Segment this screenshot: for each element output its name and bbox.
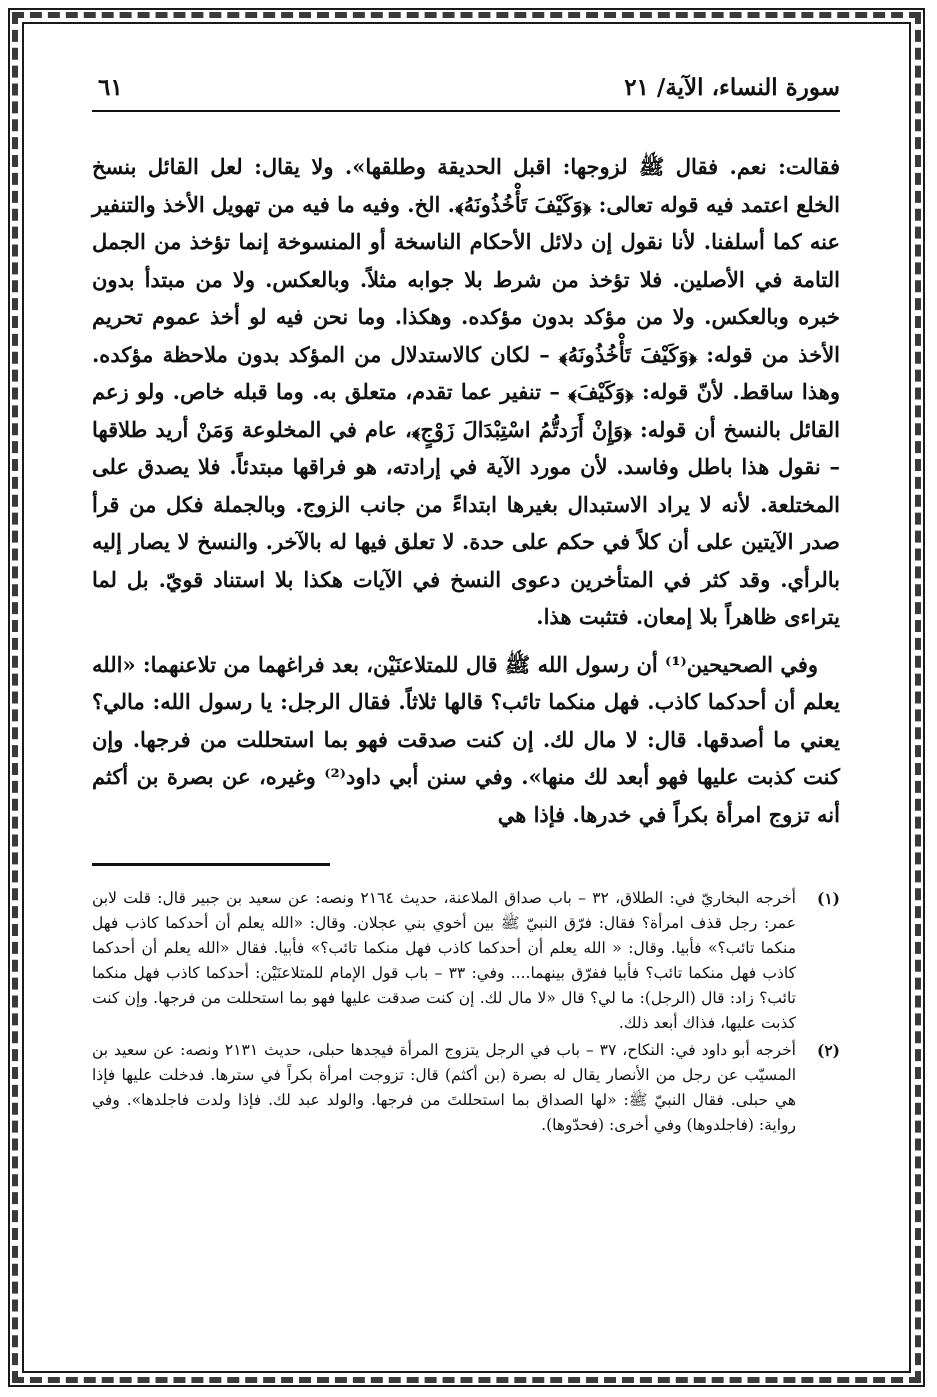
running-title: سورة النساء، الآية/ ٢١	[624, 74, 840, 101]
paragraph: فقالت: نعم. فقال ﷺ لزوجها: اقبل الحديقة وطلقها». ولا يقال: لعل القائل بنسخ الخلع اعتمد فيه قوله تعالى: ﴿وَكَيْفَ تَأْخُذُونَهُ﴾. الخ. وفيه ما فيه من تهويل الأخذ والتنفير عنه كما أسلفنا. لأنا نقول إن دلائل الأحكام الناسخة أو المنسوخة إنما تؤخذ من الجمل التامة في الأصلين. فلا تؤخذ من شرط بلا جوابه مثلاً. وبالعكس. ولا من مبتدأ بدون خبره وبالعكس. ولا من مؤكد بدون مؤكده. وهكذا. وما نحن فيه لو أخذ عموم تحريم الأخذ من قوله: ﴿وَكَيْفَ تَأْخُذُونَهُ﴾ – لكان كالاستدلال من المؤكد بدون ملاحظة مؤكده. وهذا ساقط. لأنّ قوله: ﴿وَكَيْفَ﴾ – تنفير عما تقدم، متعلق به. وما قبله خاص. ولو زعم القائل بالنسخ أن قوله: ﴿وَإِنْ أَرَدتُّمُ اسْتِبْدَالَ زَوْجٍ﴾، عام في المخلوعة وَمَنْ أريد طلاقها – نقول هذا باطل وفاسد. لأن مورد الآية في إرادته، هو فراقها مبتدئاً. فلا يصدق على المختلعة. لأنه لا يراد الاستبدال بغيرها ابتداءً من جانب الزوج. وبالجملة فكل من قرأ صدر الآيتين على أن كلاً في حكم على حدة. لا تعلق فيها له بالآخر. والنسخ لا يصار إليه بالرأي. وقد كثر في المتأخرين دعوى النسخ في الآيات هكذا بلا استناد قويّ. بل لما يتراءى ظاهراً بلا إمعان. فتثبت هذا.	[92, 154, 840, 629]
footnote-marker: (٢)	[816, 1041, 840, 1060]
page-number: ٦١	[98, 74, 123, 101]
footnote-marker: (١)	[816, 889, 840, 908]
book-page	[92, 70, 840, 1330]
footnote	[92, 1038, 840, 1138]
running-header	[92, 70, 840, 112]
paragraph: وفي الصحيحين⁽¹⁾ أن رسول الله ﷺ قال للمتلاعنَيْن، بعد فراغهما من تلاعنهما: «الله يعلم أن أحدكما كاذب. فهل منكما تائب؟ قالها ثلاثاً. فقال الرجل: يا رسول الله: مالي؟ يعني ما أصدقها. قال: لا مال لك. إن كنت صدقت فهو بما استحللت من فرجها. وإن كنت كذبت عليها فهو أبعد لك منها». وفي سنن أبي داود⁽²⁾ وغيره، عن بصرة بن أكثم أنه تزوج امرأة بكراً في خدرها. فإذا هي	[92, 651, 840, 827]
footnotes	[92, 886, 840, 1138]
footnote-text: أخرجه البخاريّ في: الطلاق، ٣٢ – باب صداق الملاعنة، حديث ٢١٦٤ ونصه: عن سعيد بن جبير قال: قلت لابن عمر: رجل قذف امرأة؟ فقال: فرّق النبيّ ﷺ بين أخوي بني عجلان. وقال: «الله يعلم أن أحدكما كاذب فهل منكما تائب؟» فأبيا. وقال: « الله يعلم أن أحدكما كاذب فهل منكما تائب؟» فأبيا. فقال «الله يعلم أن أحدكما كاذب فهل منكما تائب؟ فأبيا ففرّق بينهما.... وفي: ٣٣ – باب قول الإمام للمتلاعنَيْن: أحدكما كاذب فهل منكما تائب؟ زاد: قال (الرجل): ما لي؟ قال «لا مال لك. إن كنت صدقت عليها فهو بما استحللت من فرجها. وإن كنت كذبت عليها، فذاك أبعد ذلك.	[92, 889, 796, 1032]
main-text	[92, 148, 840, 833]
footnote-text: أخرجه أبو داود في: النكاح، ٣٧ – باب في الرجل يتزوج المرأة فيجدها حبلى، حديث ٢١٣١ ونصه: عن سعيد بن المسيّب عن رجل من الأنصار يقال له بصرة (بن أكثم) قال: تزوجت امرأة بكراً في سترها. فدخلت عليها فإذا هي حبلى. فقال النبيّ ﷺ: «لها الصداق بما استحللتَ من فرجها. والولد عبد لك. فإذا ولدت فاجلدها». وفي رواية: (فاجلدوها) وفي أخرى: (فحدّوها).	[92, 1041, 796, 1134]
footnote	[92, 886, 840, 1036]
footnote-separator	[92, 863, 330, 866]
